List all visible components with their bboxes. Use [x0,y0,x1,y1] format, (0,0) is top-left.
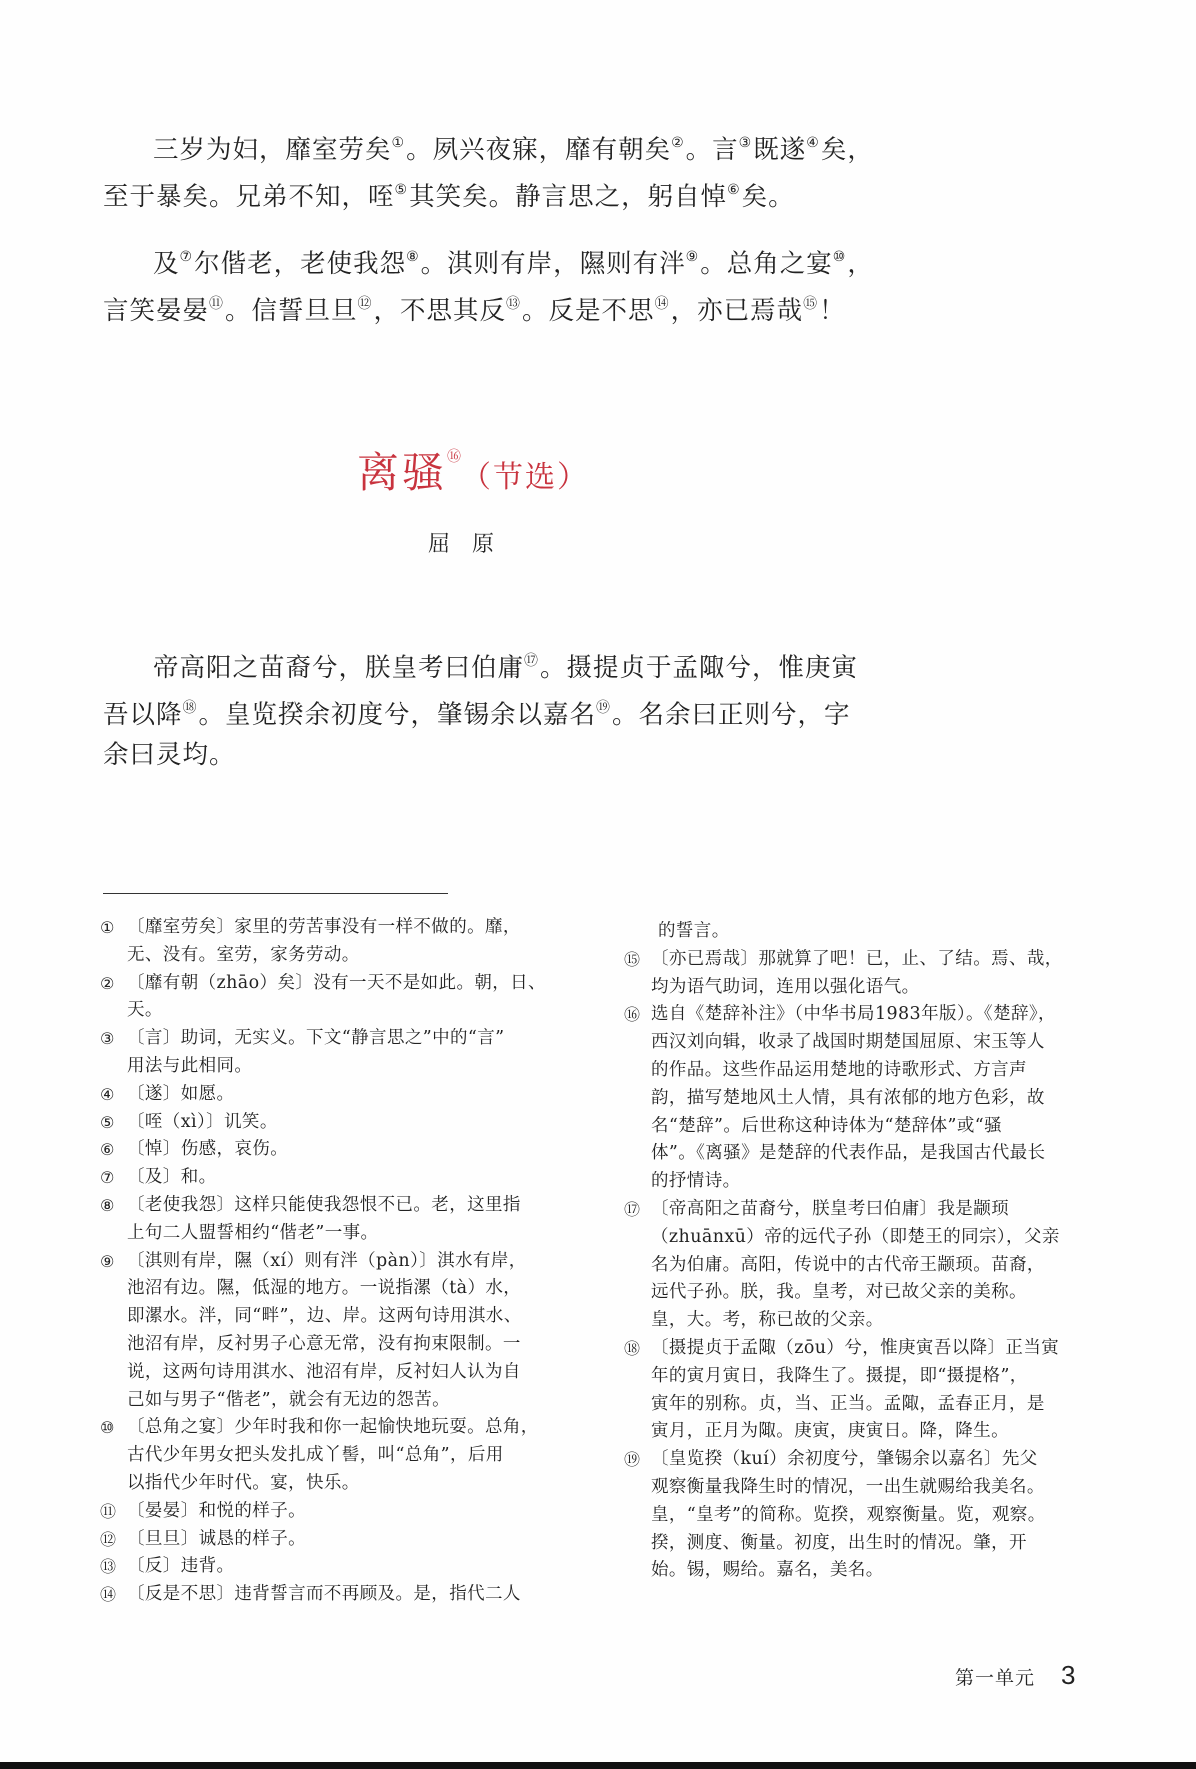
footnote-line: 〔悼〕伤感，哀伤。 [127,1139,289,1160]
footnote-number: ⑫ [100,1529,117,1549]
footnote-marker: ⑩ [832,249,847,265]
poem-text: ，亦已焉哉 [670,296,804,326]
title-main: 离骚 [357,448,448,497]
footnote [100,1414,558,1497]
footnote-number: ⑥ [100,1140,115,1160]
footnote-marker: ⑦ [179,249,194,265]
poem-text: 其笑矣。静言思之，躬自悼 [409,182,728,212]
footnote-marker: ⑮ [803,296,819,312]
footnote [100,1553,558,1581]
footnote-text [127,1498,558,1526]
poem-text: ， [847,249,874,279]
footnote [100,1136,558,1164]
footnote-number: ⑯ [624,1005,641,1025]
poem-text: 。皇览揆余初度兮，肇锡余以嘉名 [198,700,597,730]
poem-line [103,284,846,331]
footnote-line: 以指代少年时代。宴，快乐。 [127,1472,360,1493]
scan-edge [0,1762,1196,1769]
section-title [357,440,589,500]
poem-text: 及 [153,249,180,279]
footnote-line: 年的寅月寅日，我降生了。摄提，即“摄提格”， [651,1365,1028,1386]
footnote-line: 〔反是不思〕违背誓言而不再顾及。是，指代二人 [127,1584,521,1605]
footnote-marker: ⑱ [182,700,198,716]
footnote-number: ⑪ [100,1501,117,1521]
footnote [624,946,1082,1002]
poem-text: 。言 [685,135,739,165]
page-footer [955,1660,1075,1691]
footnote-number: ⑨ [100,1251,115,1271]
footnote-text [127,914,558,970]
footnote-marker: ⑲ [596,700,612,716]
footnote [100,1192,558,1248]
footnote-number: ② [100,973,115,993]
footnote-number: ⑤ [100,1112,115,1132]
footnote-marker: ⑪ [209,296,225,312]
poem-stanza-2 [103,237,874,331]
footnote-line: 〔老使我怨〕这样只能使我怨恨不已。老，这里指 [127,1194,521,1215]
footnote-line: 用法与此相同。 [127,1055,253,1076]
footnote-number: ④ [100,1084,115,1104]
poem-text: 。摄提贞于孟陬兮，惟庚寅 [540,653,859,683]
footnote-line: 皇，“皇考”的简称。览揆，观察衡量。览，观察。 [651,1504,1046,1525]
footnote-number: ⑮ [624,949,641,969]
footnote-marker: ⑭ [654,296,670,312]
footnote-number: ⑩ [100,1418,115,1438]
footnote [624,1196,1082,1335]
footnote [624,1335,1082,1446]
footnote-text [127,1081,558,1109]
footnote-line: 〔总角之宴〕少年时我和你一起愉快地玩耍。总角， [127,1417,539,1438]
poem-text: 至于暴矣。兄弟不知，咥 [103,182,395,212]
poem-text: 。夙兴夜寐，靡有朝矣 [406,135,672,165]
poem-text: 。反是不思 [522,296,655,326]
footnote-number: ⑰ [624,1199,641,1219]
footnote-text [127,1109,558,1137]
footnote-text [127,1164,558,1192]
footnote-line: 〔晏晏〕和悦的样子。 [127,1500,306,1521]
footnote-line: 均为语气助词，连用以强化语气。 [651,976,920,997]
footnote [100,1248,558,1415]
footnote-line: 〔咥（xì）〕讥笑。 [127,1111,278,1132]
footnote-line: 〔言〕助词，无实义。下文“静言思之”中的“言” [127,1028,505,1049]
footnote-line: 选自《楚辞补注》（中华书局1983年版）。《楚辞》， [651,1004,1056,1025]
poem-text: 。名余曰正则兮，字 [612,700,851,730]
footnote-marker: ② [671,135,685,151]
footnote [100,1025,558,1081]
poem-text: 吾以降 [103,700,183,730]
footnote-line: 〔帝高阳之苗裔兮，朕皇考曰伯庸〕我是颛顼 [651,1198,1009,1219]
footnote-marker: ⑬ [506,296,522,312]
footnote-text [127,1414,558,1497]
footnote [100,1498,558,1526]
footnote-text [127,970,558,1026]
footnote-line: 〔旦旦〕诚恳的样子。 [127,1528,306,1549]
poem-text: 矣， [820,135,874,165]
footnote-line: 的作品。这些作品运用楚地的诗歌形式、方言声 [651,1059,1027,1080]
footnote-marker: ⑤ [394,182,409,198]
footnote-line: 体”。《离骚》是楚辞的代表作品，是我国古代最长 [651,1143,1046,1164]
footnote [100,1081,558,1109]
footnote-number: ① [100,918,115,937]
footnote-text [127,1248,558,1415]
footnote-number: ③ [100,1029,115,1049]
poem-text: 矣。 [741,182,795,212]
footnote-line: 古代少年男女把头发扎成丫髻，叫“总角”，后用 [127,1445,504,1466]
footnote-number: ⑲ [624,1450,641,1470]
poem-text: 三岁为妇，靡室劳矣 [153,135,392,165]
footnote-number: ⑬ [100,1557,117,1577]
footnote-marker: ⑨ [685,249,700,265]
footnote [624,1446,1082,1585]
poem-line [103,170,843,217]
footnote-line: 观察衡量我降生时的情况，一出生就赐给我美名。 [651,1476,1045,1497]
poem-text: 余曰灵均。 [103,740,236,770]
footnote-text [127,1581,558,1609]
footnote-text [651,1001,1082,1196]
footnotes-left-column [100,914,558,1609]
footnote-line: （zhuānxū）帝的远代子孙（即楚王的同宗），父亲 [651,1226,1060,1247]
poem-text: 。总角之宴 [700,249,833,279]
poem-text: 言笑晏晏 [103,296,210,326]
unit-label: 第一单元 [955,1667,1036,1689]
footnote-marker: ⑧ [406,249,420,265]
footnote-line: 〔反〕违背。 [127,1556,235,1577]
poem-line [103,641,859,688]
footnote-line: 揆，测度、衡量。初度，出生时的情况。肇，开 [651,1532,1027,1553]
footnote-line: 即漯水。泮，同“畔”，边、岸。这两句诗用淇水、 [127,1306,522,1327]
footnote-text [651,1196,1082,1335]
footnote-text [127,1192,558,1248]
footnote-line: 池沼有岸，反衬男子心意无常，没有拘束限制。一 [127,1333,521,1354]
poem-main [103,641,859,775]
footnote-line: 始。锡，赐给。嘉名，美名。 [651,1560,884,1581]
page-number: 3 [1061,1660,1076,1690]
footnote-text [127,1025,558,1081]
footnote [100,1526,558,1554]
footnote-text [127,1553,558,1581]
footnote [624,1001,1082,1196]
footnote-line: 名为伯庸。高阳，传说中的古代帝王颛顼。苗裔， [651,1254,1045,1275]
poem-line [103,237,874,284]
title-note-mark: ⑯ [447,449,462,465]
poem-line [103,735,843,775]
footnote-text [127,1136,558,1164]
poem-stanza-1 [103,123,874,217]
footnote-text [651,1446,1082,1585]
footnote-marker: ⑰ [524,653,540,669]
poem-text: 尔偕老，老使我怨 [194,249,407,279]
title-subtitle: （节选） [461,460,590,495]
footnote [100,914,558,970]
footnote-continuation: 的誓言。 [658,921,730,941]
footnote-marker: ⑫ [357,296,373,312]
poem-text: ，不思其反 [373,296,507,326]
footnote-line: 无、没有。室劳，家务劳动。 [127,944,360,965]
footnote-line: 池沼有边。隰，低湿的地方。一说指漯（tà）水， [127,1278,522,1299]
footnote-number: ⑧ [100,1195,115,1215]
footnote-number: ⑱ [624,1338,641,1358]
footnote-line: 〔摄提贞于孟陬（zōu）兮，惟庚寅吾以降〕正当寅 [651,1337,1060,1358]
footnote-line: 寅月，正月为陬。庚寅，庚寅日。降，降生。 [651,1421,1009,1442]
footnote-line: 〔及〕和。 [127,1167,217,1188]
poem-line [103,123,874,170]
footnote-line: 的抒情诗。 [651,1171,741,1192]
footnotes-right-column [624,918,1082,1585]
footnote-line: 〔淇则有岸，隰（xí）则有泮（pàn）〕淇水有岸， [127,1250,527,1271]
footnote-line: 皇，大。考，称已故的父亲。 [651,1310,884,1331]
footnote-line: 名“楚辞”。后世称这种诗体为“楚辞体”或“骚 [651,1115,1003,1136]
poem-text: 帝高阳之苗裔兮，朕皇考曰伯庸 [153,653,525,683]
footnote-text [127,1526,558,1554]
footnote-line: 韵，描写楚地风土人情，具有浓郁的地方色彩，故 [651,1087,1045,1108]
footnote-marker: ⑥ [727,182,741,198]
footnote-line: 〔靡室劳矣〕家里的劳苦事没有一样不做的。靡， [127,917,521,937]
poem-text: ！ [819,296,846,326]
footnote-divider [103,893,448,894]
footnote-line: 〔遂〕如愿。 [127,1083,235,1104]
footnote-marker: ④ [806,135,820,151]
footnote-number: ⑭ [100,1585,117,1605]
footnote-text [651,1335,1082,1446]
footnote [100,1109,558,1137]
footnote-line: 〔皇览揆（kuí）余初度兮，肇锡余以嘉名〕先父 [651,1449,1038,1470]
poem-line [103,688,851,735]
footnote-line: 上句二人盟誓相约“偕老”一事。 [127,1222,379,1243]
footnote-line: 寅年的别称。贞，当、正当。孟陬，孟春正月，是 [651,1393,1045,1414]
footnote-marker: ① [391,135,406,151]
footnote [100,1164,558,1192]
footnote-line: 西汉刘向辑，收录了战国时期楚国屈原、宋玉等人 [651,1032,1045,1053]
footnote-number: ⑦ [100,1168,115,1188]
poem-text: 。淇则有岸，隰则有泮 [420,249,686,279]
footnote-line: 〔亦已焉哉〕那就算了吧！已，止、了结。焉、哉， [651,948,1063,969]
footnote [100,1581,558,1609]
author-name: 屈原 [428,532,517,557]
footnote-line: 说，这两句诗用淇水、池沼有岸，反衬妇人认为自 [127,1361,521,1382]
footnote-marker: ③ [738,135,753,151]
footnote [100,970,558,1026]
footnote-line: 己如与男子“偕老”，就会有无边的怨苦。 [127,1389,450,1410]
footnote-text [651,946,1082,1002]
footnote-line: 〔靡有朝（zhāo）矣〕没有一天不是如此。朝，日、天。 [127,972,546,1021]
poem-text: 。信誓旦旦 [225,296,358,326]
footnote-line: 远代子孙。朕，我。皇考，对已故父亲的美称。 [651,1282,1027,1303]
poem-text: 既遂 [753,135,807,165]
